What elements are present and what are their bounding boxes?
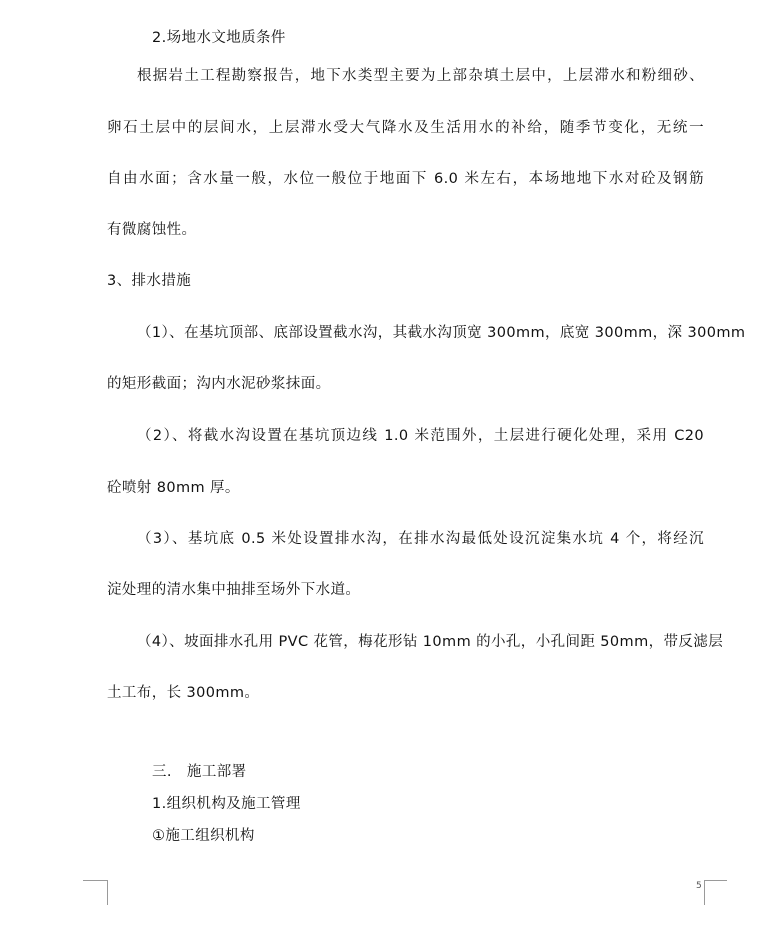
measure-3-line: （3）、基坑底 0.5 米处设置排水沟，在排水沟最低处设沉淀集水坑 4 个，将经沉	[137, 531, 704, 547]
paragraph-line: 自由水面；含水量一般，水位一般位于地面下 6.0 米左右，本场地地下水对砼及钢筋	[107, 171, 704, 187]
measure-4-line: （4）、坡面排水孔用 PVC 花管，梅花形钻 10mm 的小孔，小孔间距 50mm，带反滤层	[137, 634, 724, 650]
paragraph-line: 有微腐蚀性。	[107, 222, 197, 238]
measure-3-line: 淀处理的清水集中抽排至场外下水道。	[107, 582, 361, 598]
measure-4-line: 土工布，长 300mm。	[107, 685, 260, 701]
chapter-3-heading: 三. 施工部署	[152, 764, 247, 780]
paragraph-line: 根据岩土工程勘察报告，地下水类型主要为上部杂填土层中，上层滞水和粉细砂、	[137, 68, 704, 84]
subsection-1-heading: 1.组织机构及施工管理	[152, 796, 301, 812]
section-3-heading: 3、排水措施	[107, 273, 192, 289]
measure-1-line: 的矩形截面；沟内水泥砂浆抹面。	[107, 376, 331, 392]
page-number: 5	[696, 881, 702, 891]
crop-mark-left	[83, 880, 108, 905]
subsection-1-1-heading: ①施工组织机构	[152, 828, 255, 844]
section-2-heading: 2.场地水文地质条件	[152, 30, 286, 46]
measure-2-line: 砼喷射 80mm 厚。	[107, 480, 240, 496]
measure-1-line: （1）、在基坑顶部、底部设置截水沟，其截水沟顶宽 300mm，底宽 300mm，深 300mm	[137, 325, 746, 341]
paragraph-line: 卵石土层中的层间水，上层滞水受大气降水及生活用水的补给，随季节变化，无统一	[107, 120, 704, 136]
measure-2-line: （2）、将截水沟设置在基坑顶边线 1.0 米范围外，土层进行硬化处理，采用 C20	[137, 428, 704, 444]
crop-mark-right	[704, 880, 727, 905]
